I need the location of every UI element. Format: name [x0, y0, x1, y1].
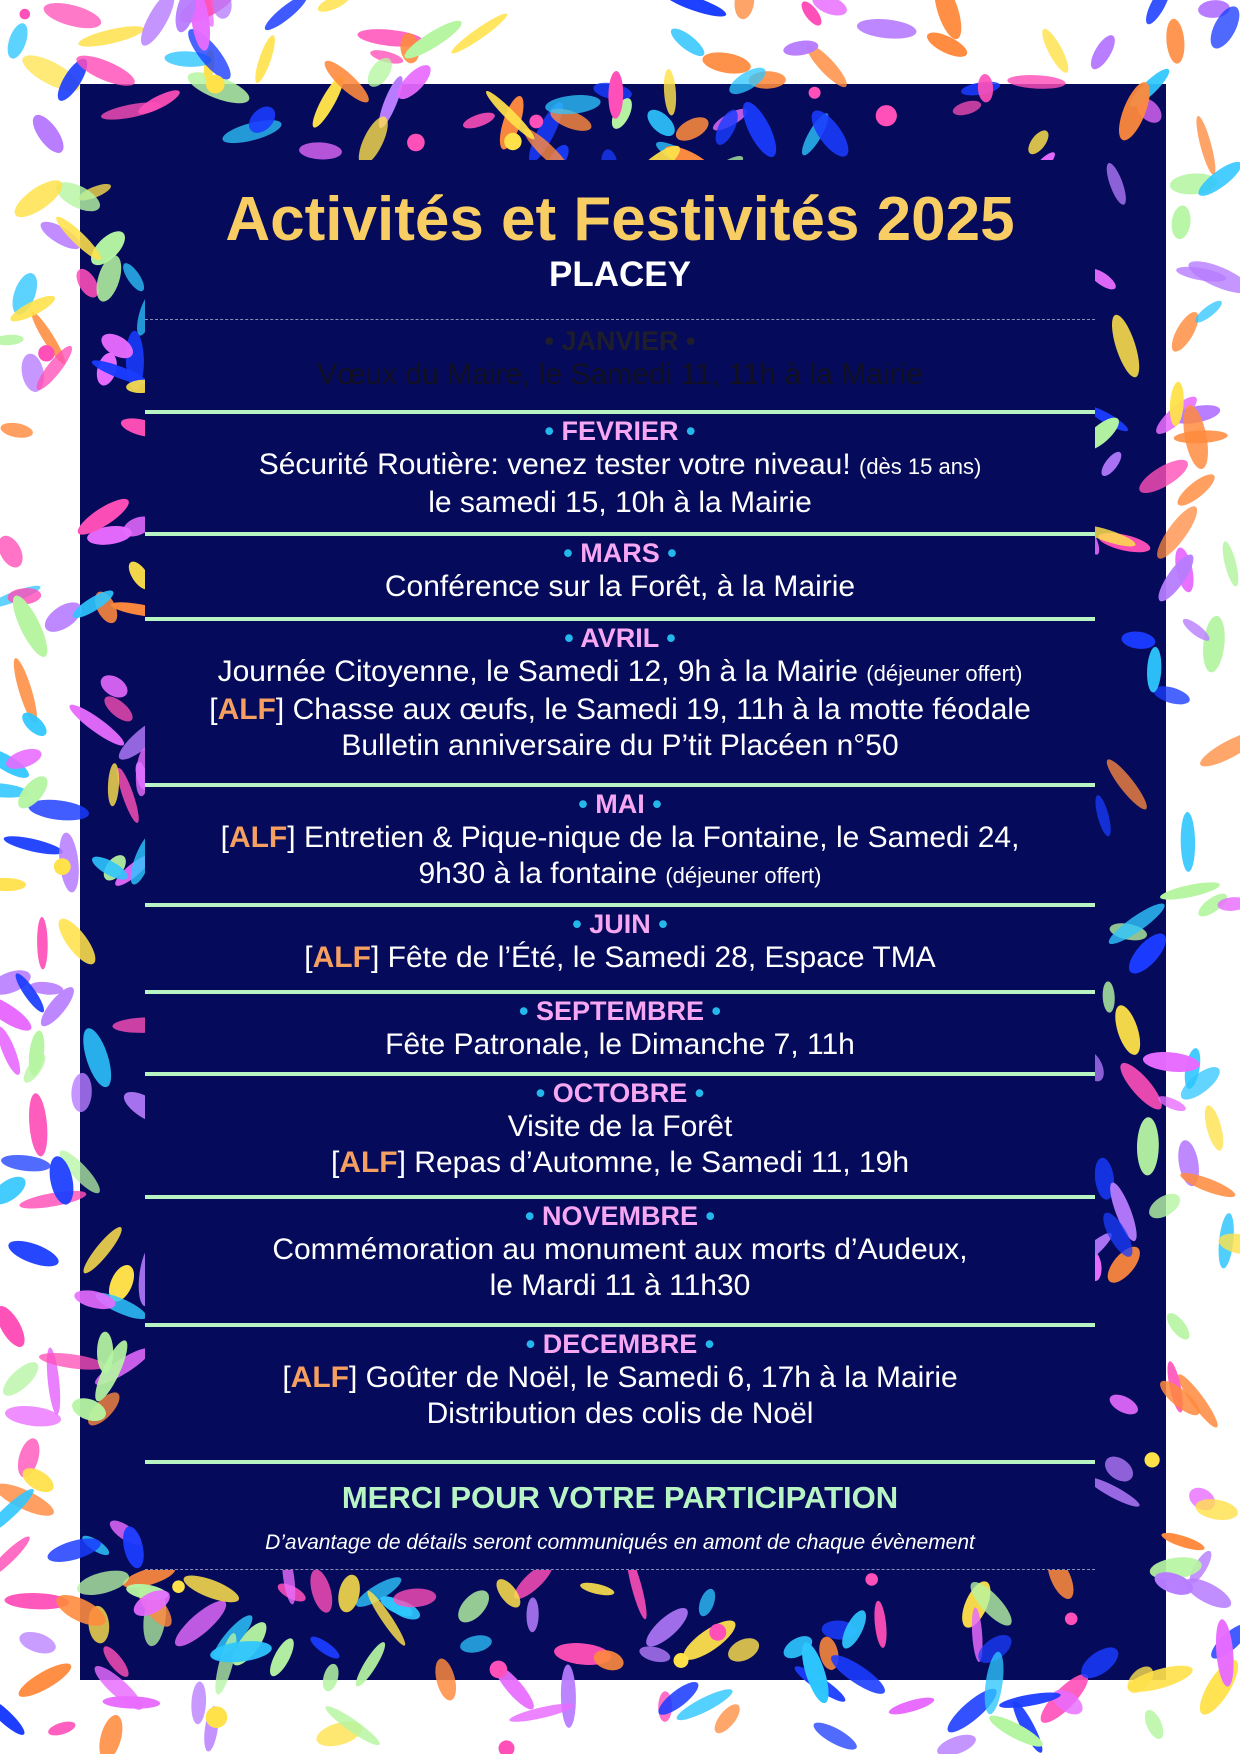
event-text: Chasse aux œufs, le Samedi 19, 11h à la motte féodale — [284, 693, 1031, 726]
leaf-shape — [102, 1695, 160, 1709]
leaf-shape — [0, 878, 26, 892]
berry-shape — [809, 87, 821, 99]
month-title — [145, 537, 1095, 569]
event-line: [ALF] Goûter de Noël, le Samedi 6, 17h à la Mairie — [282, 1361, 958, 1394]
leaf-shape — [18, 1187, 87, 1212]
berry-shape — [1145, 1452, 1160, 1467]
event-text: Sécurité Routière: venez tester votre niveau! — [258, 448, 859, 481]
month-section-mars — [145, 537, 1095, 605]
bullet-icon: • — [578, 789, 596, 819]
bullet-icon: • — [659, 538, 677, 568]
month-name: JANVIER — [561, 326, 679, 356]
leaf-shape — [856, 16, 917, 41]
berry-shape — [504, 133, 521, 150]
bullet-icon: • — [572, 909, 590, 939]
event-line — [145, 485, 1095, 521]
section-separator — [145, 783, 1095, 787]
header — [145, 160, 1095, 320]
thanks-message: MERCI POUR VOTRE PARTICIPATION — [341, 1480, 899, 1515]
bullet-icon: • — [525, 1329, 543, 1359]
month-section-novembre — [145, 1200, 1095, 1304]
bullet-icon: • — [525, 1201, 542, 1231]
berry-shape — [54, 858, 71, 875]
section-separator — [145, 617, 1095, 621]
berry-shape — [206, 1706, 228, 1728]
bullet-icon: • — [698, 1201, 715, 1231]
berry-shape — [172, 1580, 185, 1593]
month-name: SEPTEMBRE — [535, 996, 705, 1026]
leaf-shape — [211, 0, 232, 20]
event-line: [ALF] Chasse aux œufs, le Samedi 19, 11h à la motte féodale — [209, 693, 1031, 726]
leaf-shape — [2, 832, 64, 858]
section-separator — [145, 990, 1095, 994]
leaf-shape — [1196, 726, 1240, 772]
event-text: Entretien & Pique-nique de la Fontaine, le Samedi 24, — [295, 821, 1020, 854]
month-title — [145, 622, 1095, 654]
bullet-icon: • — [697, 1329, 715, 1359]
leaf-shape — [1219, 540, 1240, 588]
event-text: Conférence sur la Forêt, à la Mairie — [384, 570, 856, 603]
header-divider — [145, 319, 1095, 320]
event-line — [145, 1396, 1095, 1432]
berry-shape — [876, 105, 897, 126]
month-section-mai — [145, 788, 1095, 894]
leaf-shape — [1200, 615, 1227, 674]
village-name: PLACEY — [549, 255, 691, 294]
event-line — [145, 357, 1095, 393]
leaf-shape — [1160, 1529, 1206, 1553]
month-name: OCTOBRE — [552, 1078, 688, 1108]
leaf-shape — [0, 334, 24, 346]
event-line — [145, 856, 1095, 894]
event-line: [ALF] Entretien & Pique-nique de la Fontaine, le Samedi 24, — [220, 821, 1020, 854]
berry-shape — [1065, 1613, 1078, 1626]
month-name: FEVRIER — [561, 416, 679, 446]
leaf-shape — [810, 1718, 860, 1754]
month-section-octobre — [145, 1077, 1095, 1181]
event-text: Vœux du Maire, le Samedi 11, 11h à la Mairie — [317, 358, 923, 391]
leaf-shape — [887, 1694, 935, 1718]
leaf-shape — [1192, 298, 1224, 326]
leaf-shape — [449, 10, 511, 57]
leaf-shape — [41, 0, 104, 33]
leaf-shape — [261, 0, 310, 34]
leaf-shape — [9, 174, 67, 224]
leaf-shape — [15, 1658, 75, 1703]
event-line — [145, 1232, 1095, 1268]
event-note: (dès 15 ans) — [859, 454, 982, 479]
footer-divider — [145, 1569, 1095, 1570]
month-name: JUIN — [589, 909, 651, 939]
bullet-icon: • — [564, 623, 581, 653]
event-text: le samedi 15, 10h à la Mairie — [428, 486, 812, 519]
berry-shape — [20, 9, 31, 20]
bullet-icon: • — [658, 623, 676, 653]
leaf-shape — [733, 0, 757, 20]
leaf-shape — [5, 1236, 61, 1272]
berry-shape — [206, 75, 225, 94]
berry-shape — [490, 1661, 508, 1679]
event-line: [ALF] Repas d’Automne, le Samedi 11, 19h — [330, 1146, 910, 1179]
event-text: Repas d’Automne, le Samedi 11, 19h — [405, 1146, 910, 1179]
leaf-shape — [47, 1719, 78, 1738]
bullet-icon: • — [563, 538, 581, 568]
bullet-icon: • — [687, 1078, 705, 1108]
event-line — [145, 447, 1095, 485]
month-title — [145, 788, 1095, 820]
section-separator — [145, 410, 1095, 414]
alf-tag: ALF — [312, 941, 371, 974]
leaf-shape — [190, 1681, 207, 1725]
event-text: 9h30 à la fontaine — [418, 857, 666, 890]
leaf-shape — [316, 0, 353, 15]
bullet-icon: • — [544, 416, 562, 446]
bullet-icon: • — [704, 996, 721, 1026]
month-name: MARS — [580, 538, 660, 568]
leaf-shape — [1141, 1707, 1167, 1741]
leaf-shape — [1163, 1310, 1193, 1344]
leaf-shape — [0, 532, 28, 572]
bullet-icon: • — [644, 789, 662, 819]
alf-tag: ALF — [290, 1361, 349, 1394]
month-name: MAI — [595, 789, 645, 819]
details-note: D’avantage de détails seront communiqués en amont de chaque évènement — [265, 1531, 975, 1554]
month-section-juin — [145, 908, 1095, 976]
section-separator — [145, 1072, 1095, 1076]
event-text: le Mardi 11 à 11h30 — [489, 1269, 751, 1302]
leaf-shape — [0, 1357, 44, 1401]
month-title — [145, 325, 1095, 357]
leaf-shape — [4, 21, 32, 61]
leaf-shape — [135, 0, 180, 50]
event-text: Fête Patronale, le Dimanche 7, 11h — [385, 1028, 855, 1061]
leaf-shape — [667, 24, 708, 60]
leaf-shape — [0, 1153, 51, 1174]
berry-shape — [529, 115, 543, 129]
event-text: Distribution des colis de Noël — [426, 1397, 814, 1430]
leaf-shape — [252, 34, 279, 85]
leaf-shape — [924, 28, 971, 62]
berry-shape — [499, 1740, 515, 1754]
leaf-shape — [1086, 32, 1119, 73]
leaf-shape — [986, 1711, 1046, 1752]
event-text: Commémoration au monument aux morts d’Audeux, — [272, 1233, 968, 1266]
berry-shape — [709, 1624, 726, 1641]
month-title — [145, 1328, 1095, 1360]
leaf-shape — [0, 1533, 33, 1582]
event-text: Visite de la Forêt — [507, 1110, 733, 1143]
event-line — [145, 1109, 1095, 1145]
leaf-shape — [0, 1693, 28, 1739]
leaf-shape — [1038, 26, 1073, 76]
event-line — [145, 654, 1095, 692]
event-text: Fête de l’Été, le Samedi 28, Espace TMA — [379, 941, 936, 974]
section-separator — [145, 1195, 1095, 1199]
bullet-icon: • — [544, 326, 562, 356]
month-section-decembre — [145, 1328, 1095, 1432]
event-line — [145, 569, 1095, 605]
leaf-shape — [1178, 1168, 1237, 1201]
month-title — [145, 1077, 1095, 1109]
leaf-shape — [1180, 812, 1195, 872]
month-section-septembre — [145, 995, 1095, 1063]
alf-tag: ALF — [228, 821, 288, 854]
month-name: AVRIL — [580, 623, 659, 653]
leaf-shape — [662, 0, 728, 21]
leaf-shape — [27, 110, 69, 158]
event-text: Goûter de Noël, le Samedi 6, 17h à la Mairie — [357, 1361, 958, 1394]
month-title — [145, 415, 1095, 447]
bullet-icon: • — [650, 909, 668, 939]
alf-tag: ALF — [217, 693, 276, 726]
berry-shape — [674, 1653, 689, 1668]
bullet-icon: • — [535, 1078, 553, 1108]
berry-shape — [407, 134, 425, 152]
footer — [145, 1480, 1095, 1556]
bullet-icon: • — [678, 326, 696, 356]
month-title — [145, 1200, 1095, 1232]
bullet-icon: • — [519, 996, 536, 1026]
event-line — [145, 728, 1095, 764]
alf-tag: ALF — [339, 1146, 398, 1179]
leaf-shape — [1193, 115, 1219, 177]
leaf-shape — [0, 1302, 30, 1351]
berry-shape — [38, 345, 54, 361]
leaf-shape — [27, 1092, 50, 1157]
event-text: Bulletin anniversaire du P’tit Placéen n°50 — [341, 729, 899, 762]
leaf-shape — [17, 1628, 59, 1658]
leaf-shape — [95, 1713, 127, 1754]
page-title: Activités et Festivités 2025 — [225, 185, 1015, 254]
section-separator — [145, 532, 1095, 536]
event-line — [145, 1268, 1095, 1304]
event-line — [145, 1027, 1095, 1063]
leaf-shape — [0, 421, 34, 440]
event-note: (déjeuner offert) — [866, 661, 1023, 686]
event-text: Journée Citoyenne, le Samedi 12, 9h à la Mairie — [217, 655, 867, 688]
events-panel — [145, 160, 1095, 1570]
event-note: (déjeuner offert) — [665, 863, 822, 888]
leaf-shape — [37, 917, 49, 970]
bullet-icon: • — [678, 416, 696, 446]
section-separator — [145, 903, 1095, 907]
month-section-fevrier — [145, 415, 1095, 521]
event-line: [ALF] Fête de l’Été, le Samedi 28, Espace TMA — [304, 941, 936, 974]
month-name: DECEMBRE — [542, 1329, 698, 1359]
month-section-avril — [145, 622, 1095, 764]
leaf-shape — [1170, 204, 1193, 240]
leaf-shape — [1165, 18, 1187, 64]
leaf-shape — [1201, 1104, 1227, 1153]
month-title — [145, 908, 1095, 940]
leaf-shape — [934, 1730, 978, 1754]
month-section-janvier — [145, 325, 1095, 393]
leaf-shape — [0, 1024, 24, 1077]
month-title — [145, 995, 1095, 1027]
section-separator — [145, 1460, 1095, 1464]
section-separator — [145, 1323, 1095, 1327]
month-name: NOVEMBRE — [541, 1201, 698, 1231]
berry-shape — [865, 1573, 878, 1586]
